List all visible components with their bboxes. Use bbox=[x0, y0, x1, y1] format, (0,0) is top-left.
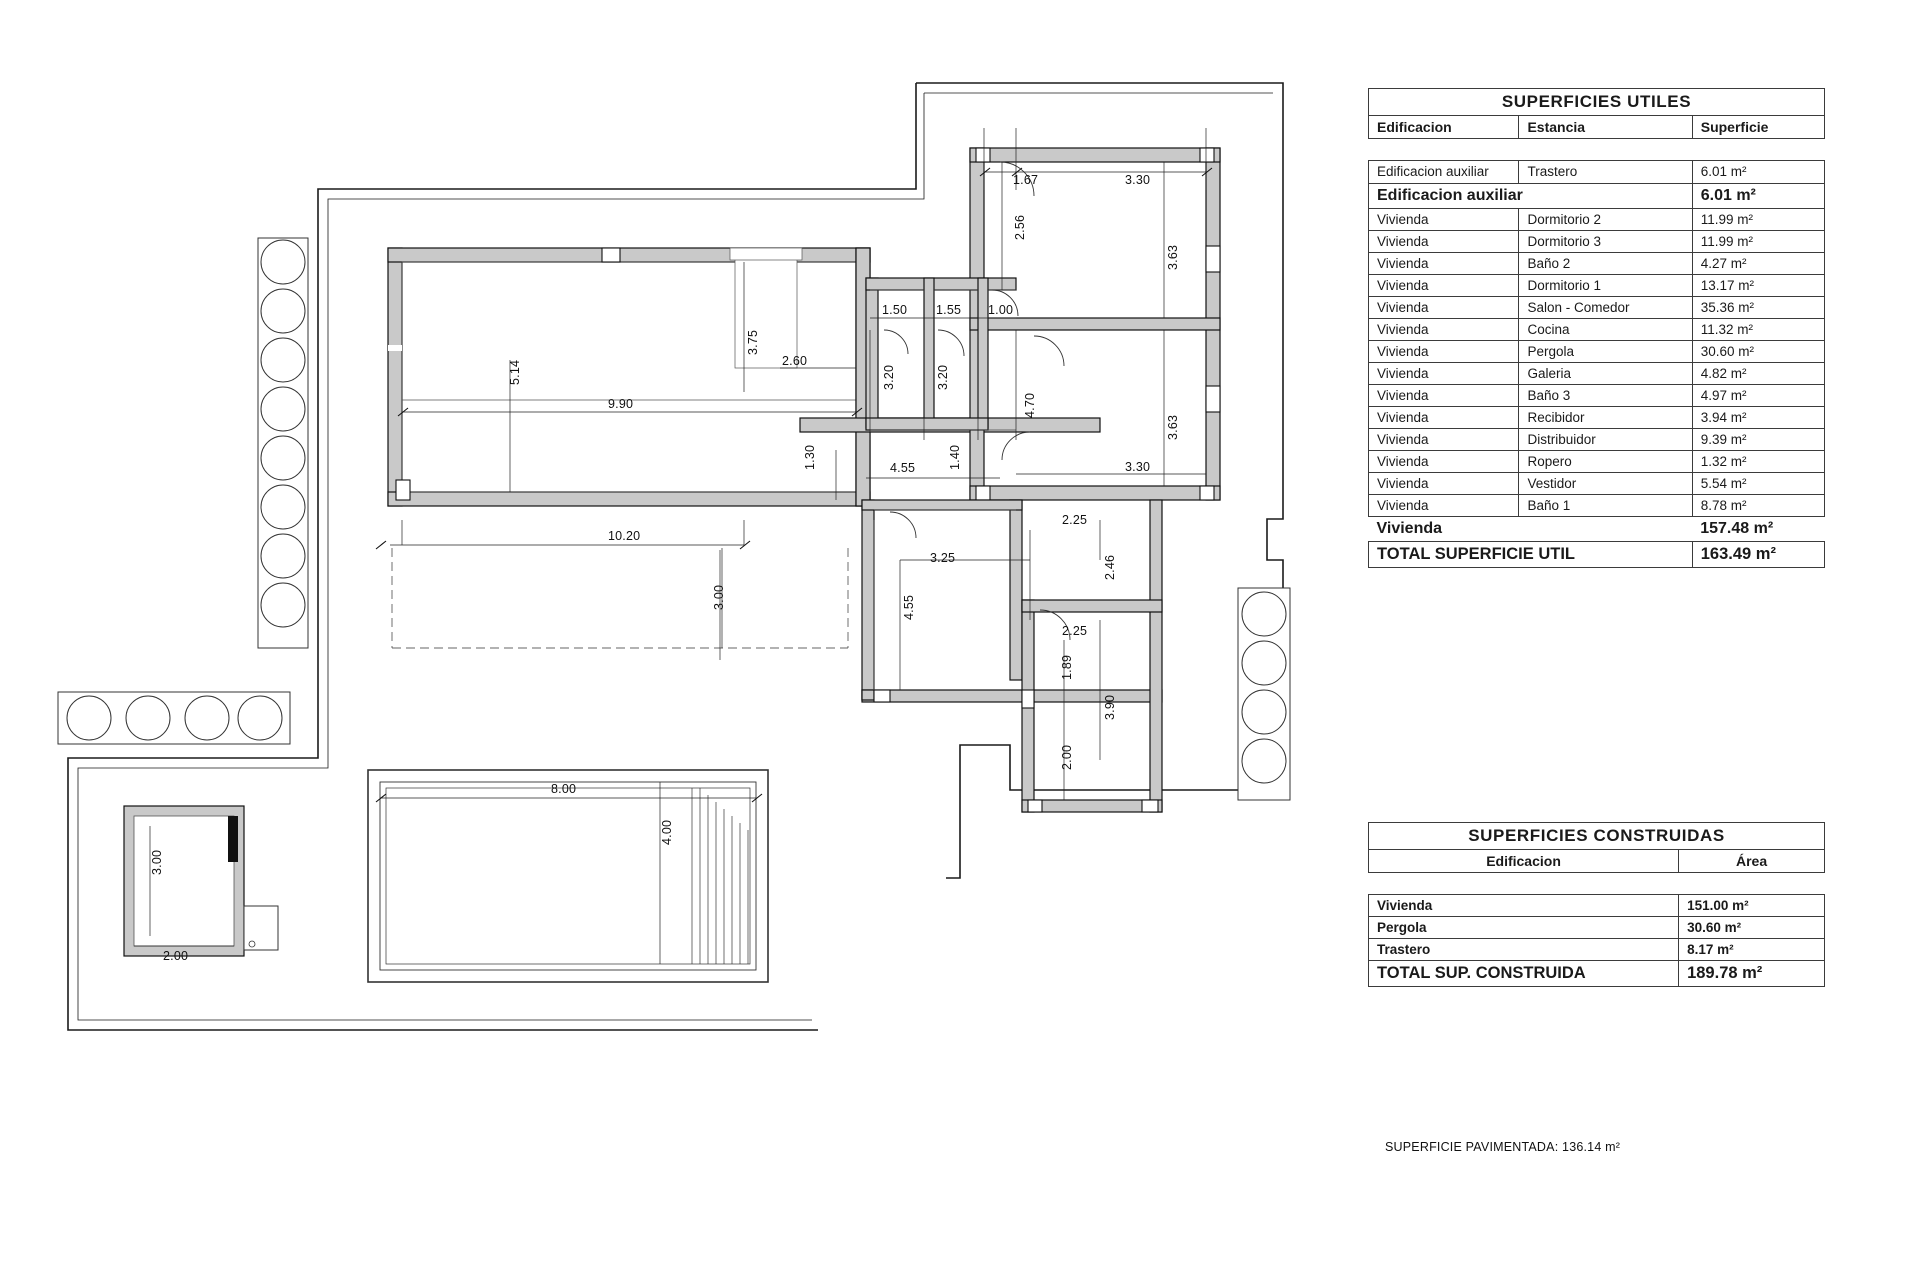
table-row bbox=[1369, 450, 1825, 472]
dim-1-30: 1.30 bbox=[803, 444, 817, 470]
row-superficie: 5.54 m² bbox=[1692, 472, 1824, 494]
dim-1-55: 1.55 bbox=[936, 303, 962, 317]
dim-3-00-trastero: 3.00 bbox=[150, 849, 164, 875]
utiles-spacer-1 bbox=[1369, 139, 1825, 161]
dim-9-90: 9.90 bbox=[608, 397, 634, 411]
utiles-header-estancia: Estancia bbox=[1519, 116, 1692, 139]
table-row bbox=[1369, 428, 1825, 450]
dim-10-20: 10.20 bbox=[608, 529, 641, 543]
swimming-pool bbox=[368, 770, 768, 982]
subtotal-aux-label: Edificacion auxiliar bbox=[1369, 183, 1693, 208]
subtotal-aux-value: 6.01 m² bbox=[1692, 183, 1824, 208]
trastero-building bbox=[124, 806, 278, 956]
construidas-title: SUPERFICIES CONSTRUIDAS bbox=[1369, 823, 1825, 850]
utiles-table bbox=[1368, 88, 1825, 568]
house-walls bbox=[388, 148, 1220, 812]
row-edificacion: Vivienda bbox=[1369, 274, 1519, 296]
row-estancia: Ropero bbox=[1519, 450, 1692, 472]
row-estancia: Recibidor bbox=[1519, 406, 1692, 428]
superficies-construidas-table bbox=[1368, 822, 1825, 987]
table-row bbox=[1369, 939, 1825, 961]
dim-3-20-a: 3.20 bbox=[882, 364, 896, 390]
row-superficie: 11.32 m² bbox=[1692, 318, 1824, 340]
row-edificacion: Vivienda bbox=[1369, 252, 1519, 274]
dim-3-00-terrace: 3.00 bbox=[712, 584, 726, 610]
total-util-value: 163.49 m² bbox=[1692, 541, 1824, 567]
row-estancia: Baño 1 bbox=[1519, 494, 1692, 516]
dim-3-75: 3.75 bbox=[746, 329, 760, 355]
construidas-header-row bbox=[1369, 850, 1825, 873]
table-row bbox=[1369, 472, 1825, 494]
dim-1-50: 1.50 bbox=[882, 303, 908, 317]
table-row bbox=[1369, 208, 1825, 230]
row-edificacion: Vivienda bbox=[1369, 318, 1519, 340]
row-estancia: Galeria bbox=[1519, 362, 1692, 384]
table-row bbox=[1369, 895, 1825, 917]
utiles-title: SUPERFICIES UTILES bbox=[1369, 89, 1825, 116]
row-estancia: Baño 2 bbox=[1519, 252, 1692, 274]
row-edificacion: Pergola bbox=[1369, 917, 1679, 939]
row-estancia: Dormitorio 3 bbox=[1519, 230, 1692, 252]
subtotal-vivienda bbox=[1369, 516, 1825, 541]
construidas-table bbox=[1368, 822, 1825, 987]
total-construida-label: TOTAL SUP. CONSTRUIDA bbox=[1369, 961, 1679, 987]
row-estancia: Distribuidor bbox=[1519, 428, 1692, 450]
row-superficie: 30.60 m² bbox=[1692, 340, 1824, 362]
dim-4-55-v: 4.55 bbox=[902, 594, 916, 620]
dim-8-00: 8.00 bbox=[551, 782, 577, 796]
row-estancia: Baño 3 bbox=[1519, 384, 1692, 406]
dim-3-63-bot: 3.63 bbox=[1166, 414, 1180, 440]
construidas-title-row bbox=[1369, 823, 1825, 850]
dim-2-25-upper: 2.25 bbox=[1062, 513, 1088, 527]
dim-1-40: 1.40 bbox=[948, 444, 962, 470]
row-edificacion: Vivienda bbox=[1369, 428, 1519, 450]
dim-4-55: 4.55 bbox=[890, 461, 916, 475]
row-superficie: 13.17 m² bbox=[1692, 274, 1824, 296]
row-edificacion: Vivienda bbox=[1369, 494, 1519, 516]
row-area: 8.17 m² bbox=[1679, 939, 1825, 961]
table-row bbox=[1369, 362, 1825, 384]
dim-2-56: 2.56 bbox=[1013, 214, 1027, 240]
row-estancia: Cocina bbox=[1519, 318, 1692, 340]
row-estancia: Salon - Comedor bbox=[1519, 296, 1692, 318]
total-construida-value: 189.78 m² bbox=[1679, 961, 1825, 987]
utiles-title-row bbox=[1369, 89, 1825, 116]
dim-4-70: 4.70 bbox=[1023, 392, 1037, 418]
utiles-header-row bbox=[1369, 116, 1825, 139]
dim-1-00: 1.00 bbox=[988, 303, 1014, 317]
vegetation-right bbox=[1238, 588, 1290, 800]
row-superficie: 8.78 m² bbox=[1692, 494, 1824, 516]
dim-3-20-b: 3.20 bbox=[936, 364, 950, 390]
row-edificacion: Vivienda bbox=[1369, 296, 1519, 318]
dim-4-00-pool: 4.00 bbox=[660, 819, 674, 845]
row-edificacion: Trastero bbox=[1369, 939, 1679, 961]
vegetation-bottom-left bbox=[58, 692, 290, 744]
construidas-header-area: Área bbox=[1679, 850, 1825, 873]
dim-1-89: 1.89 bbox=[1060, 654, 1074, 680]
row-edificacion: Vivienda bbox=[1369, 230, 1519, 252]
dim-3-25: 3.25 bbox=[930, 551, 956, 565]
row-edificacion: Vivienda bbox=[1369, 895, 1679, 917]
dim-3-63-top: 3.63 bbox=[1166, 244, 1180, 270]
table-row bbox=[1369, 406, 1825, 428]
total-util-label: TOTAL SUPERFICIE UTIL bbox=[1369, 541, 1693, 567]
row-edificacion: Vivienda bbox=[1369, 340, 1519, 362]
row-edificacion: Edificacion auxiliar bbox=[1369, 161, 1519, 184]
row-superficie: 4.27 m² bbox=[1692, 252, 1824, 274]
subtotal-viv-label: Vivienda bbox=[1376, 519, 1443, 537]
row-edificacion: Vivienda bbox=[1369, 384, 1519, 406]
table-row bbox=[1369, 318, 1825, 340]
row-superficie: 11.99 m² bbox=[1692, 208, 1824, 230]
row-superficie: 1.32 m² bbox=[1692, 450, 1824, 472]
dim-1-67: 1.67 bbox=[1013, 173, 1039, 187]
table-row bbox=[1369, 340, 1825, 362]
dim-3-30-top: 3.30 bbox=[1125, 173, 1151, 187]
table-row bbox=[1369, 917, 1825, 939]
dim-2-46: 2.46 bbox=[1103, 554, 1117, 580]
table-row bbox=[1369, 230, 1825, 252]
dim-5-14: 5.14 bbox=[508, 359, 522, 385]
superficies-utiles-table bbox=[1368, 88, 1825, 568]
row-superficie: 11.99 m² bbox=[1692, 230, 1824, 252]
row-estancia: Pergola bbox=[1519, 340, 1692, 362]
total-superficie-util-row bbox=[1369, 541, 1825, 567]
row-edificacion: Vivienda bbox=[1369, 406, 1519, 428]
row-superficie: 4.97 m² bbox=[1692, 384, 1824, 406]
dim-3-90: 3.90 bbox=[1103, 694, 1117, 720]
construidas-spacer bbox=[1369, 873, 1825, 895]
row-estancia: Dormitorio 2 bbox=[1519, 208, 1692, 230]
table-row bbox=[1369, 274, 1825, 296]
dim-2-00-v: 2.00 bbox=[1060, 744, 1074, 770]
row-edificacion: Vivienda bbox=[1369, 472, 1519, 494]
row-edificacion: Vivienda bbox=[1369, 208, 1519, 230]
row-area: 30.60 m² bbox=[1679, 917, 1825, 939]
row-estancia: Dormitorio 1 bbox=[1519, 274, 1692, 296]
superficie-pavimentada-note: SUPERFICIE PAVIMENTADA: 136.14 m² bbox=[1385, 1140, 1621, 1154]
dim-2-25-lower: 2.25 bbox=[1062, 624, 1088, 638]
row-superficie: 35.36 m² bbox=[1692, 296, 1824, 318]
table-row bbox=[1369, 296, 1825, 318]
table-row bbox=[1369, 252, 1825, 274]
row-estancia: Vestidor bbox=[1519, 472, 1692, 494]
row-edificacion: Vivienda bbox=[1369, 450, 1519, 472]
dim-2-60: 2.60 bbox=[782, 354, 808, 368]
dim-3-30-mid: 3.30 bbox=[1125, 460, 1151, 474]
utiles-header-edificacion: Edificacion bbox=[1369, 116, 1519, 139]
table-row bbox=[1369, 384, 1825, 406]
utiles-header-superficie: Superficie bbox=[1692, 116, 1824, 139]
row-area: 151.00 m² bbox=[1679, 895, 1825, 917]
row-superficie: 9.39 m² bbox=[1692, 428, 1824, 450]
row-superficie: 3.94 m² bbox=[1692, 406, 1824, 428]
construidas-header-edificacion: Edificacion bbox=[1369, 850, 1679, 873]
row-superficie: 4.82 m² bbox=[1692, 362, 1824, 384]
row-edificacion: Vivienda bbox=[1369, 362, 1519, 384]
row-estancia: Trastero bbox=[1519, 161, 1692, 184]
vegetation-left bbox=[258, 238, 308, 648]
subtotal-viv-value: 157.48 m² bbox=[1700, 519, 1774, 537]
total-construida-row bbox=[1369, 961, 1825, 987]
table-row bbox=[1369, 161, 1825, 184]
dim-2-00-trastero: 2.00 bbox=[163, 949, 189, 963]
table-row bbox=[1369, 494, 1825, 516]
subtotal-edificacion-auxiliar bbox=[1369, 183, 1825, 208]
row-superficie: 6.01 m² bbox=[1692, 161, 1824, 184]
